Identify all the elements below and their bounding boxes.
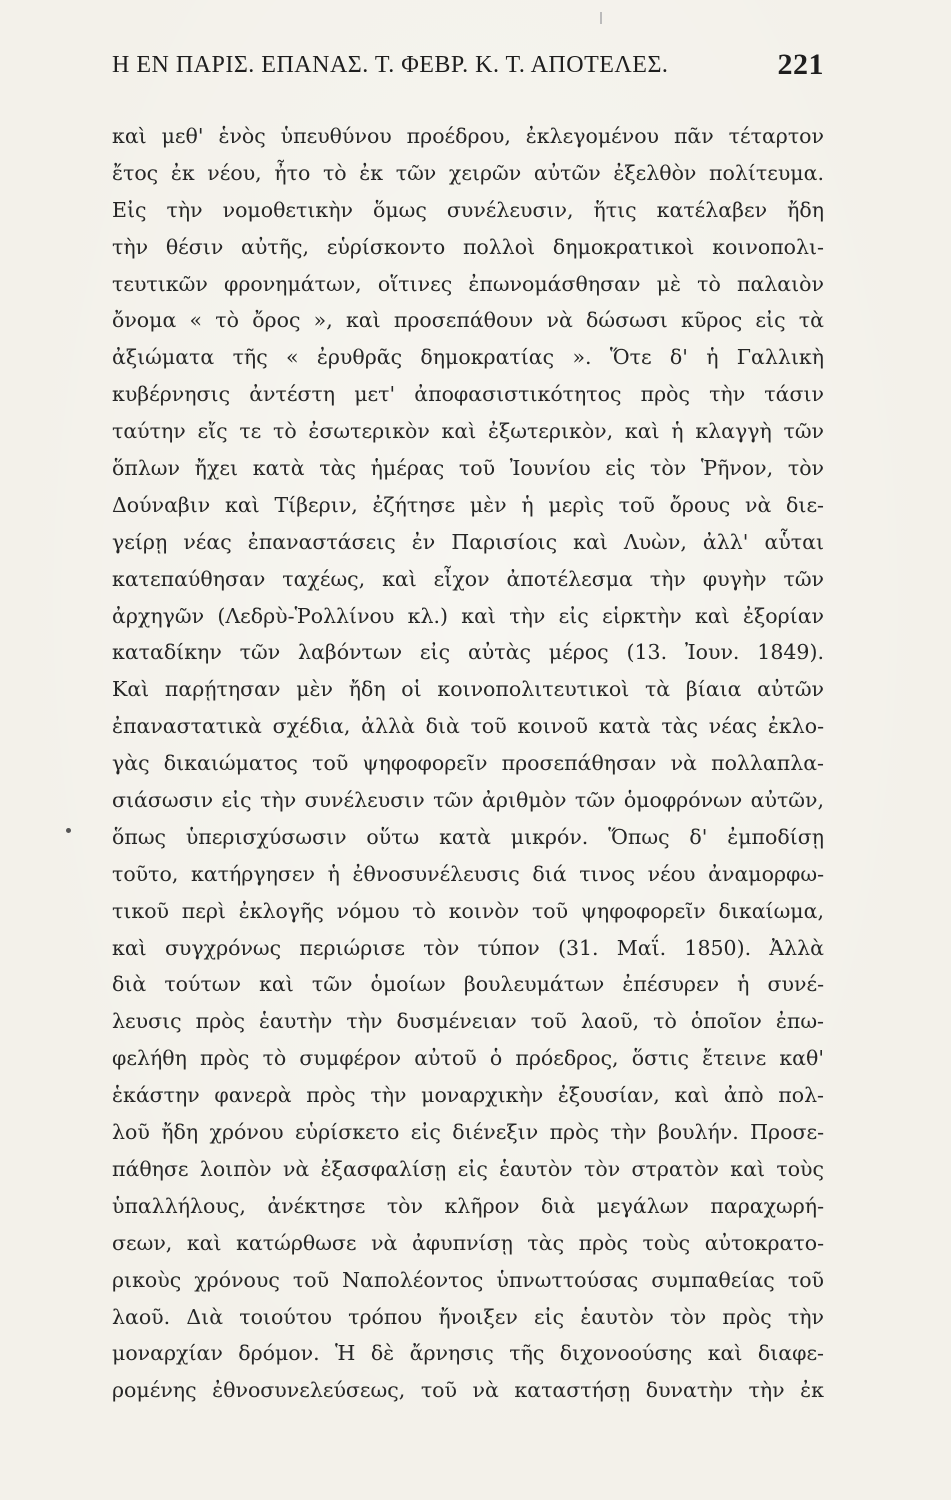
text-line: κατεπαύθησαν ταχέως, καὶ εἶχον ἀποτέλεσμα τὴν φυγὴν τῶν xyxy=(112,566,824,591)
body-text xyxy=(112,118,824,1409)
text-line: λοῦ ἤδη χρόνου εὑρίσκετο εἰς διένεξιν πρὸς τὴν βουλήν. Προσε- xyxy=(112,1120,824,1145)
text-line: λευσις πρὸς ἑαυτὴν τὴν δυσμένειαν τοῦ λαοῦ, τὸ ὁποῖον ἐπω- xyxy=(112,1009,824,1034)
text-line: ἐπαναστατικὰ σχέδια, ἀλλὰ διὰ τοῦ κοινοῦ κατὰ τὰς νέας ἐκλο- xyxy=(112,714,824,739)
text-line: τευτικῶν φρονημάτων, οἵτινες ἐπωνομάσθησαν μὲ τὸ παλαιὸν xyxy=(112,271,824,296)
text-line: φελήθη πρὸς τὸ συμφέρον αὐτοῦ ὁ πρόεδρος, ὅστις ἔτεινε καθ' xyxy=(112,1046,824,1071)
text-line: σιάσωσιν εἰς τὴν συνέλευσιν τῶν ἀριθμὸν τῶν ὁμοφρόνων αὐτῶν, xyxy=(112,788,824,813)
text-line: κυβέρνησις ἀντέστη μετ' ἀποφασιστικότητος πρὸς τὴν τάσιν xyxy=(112,382,824,407)
text-line: καὶ μεθ' ἑνὸς ὑπευθύνου προέδρου, ἐκλεγομένου πᾶν τέταρτον xyxy=(112,124,824,148)
text-line: τικοῦ περὶ ἐκλογῆς νόμου τὸ κοινὸν τοῦ ψηφοφορεῖν δικαίωμα, xyxy=(112,898,824,923)
print-mark xyxy=(600,12,602,24)
text-line: σεων, καὶ κατώρθωσε νὰ ἀφυπνίσῃ τὰς πρὸς τοὺς αὐτοκρατο- xyxy=(112,1230,824,1255)
text-line: ρομένης ἐθνοσυνελεύσεως, τοῦ νὰ καταστήσῃ δυνατὴν τὴν ἐκ xyxy=(112,1378,824,1403)
text-line: ὄνομα « τὸ ὄρος », καὶ προσεπάθουν νὰ δώσωσι κῦρος εἰς τὰ xyxy=(112,308,824,333)
page-number: 221 xyxy=(777,48,824,81)
text-line: μοναρχίαν δρόμον. Ἡ δὲ ἄρνησις τῆς διχονοούσης καὶ διαφε- xyxy=(112,1341,824,1366)
text-line: ὑπαλλήλους, ἀνέκτησε τὸν κλῆρον διὰ μεγάλων παραχωρή- xyxy=(112,1193,824,1218)
text-line: Δούναβιν καὶ Τίβεριν, ἐζήτησε μὲν ἡ μερὶς τοῦ ὄρους νὰ διε- xyxy=(112,492,824,517)
text-line: τοῦτο, κατήργησεν ἡ ἐθνοσυνέλευσις διά τινος νέου ἀναμορφω- xyxy=(112,861,824,886)
text-line: λαοῦ. Διὰ τοιούτου τρόπου ἤνοιξεν εἰς ἑαυτὸν τὸν πρὸς τὴν xyxy=(112,1304,824,1329)
text-line: ἔτος ἐκ νέου, ἦτο τὸ ἐκ τῶν χειρῶν αὐτῶν ἐξελθὸν πολίτευμα. xyxy=(112,160,824,185)
text-line: Καὶ παρῄτησαν μὲν ἤδη οἱ κοινοπολιτευτικοὶ τὰ βίαια αὐτῶν xyxy=(112,677,824,702)
margin-dot xyxy=(66,828,71,833)
text-line: ὅπως ὑπερισχύσωσιν οὕτω κατὰ μικρόν. Ὅπως δ' ἐμποδίσῃ xyxy=(112,824,824,849)
text-line: ἑκάστην φανερὰ πρὸς τὴν μοναρχικὴν ἐξουσίαν, καὶ ἀπὸ πολ- xyxy=(112,1083,824,1108)
text-line: ρικοὺς χρόνους τοῦ Ναπολέοντος ὑπνωττούσας συμπαθείας τοῦ xyxy=(112,1267,824,1292)
text-line: ὅπλων ἤχει κατὰ τὰς ἡμέρας τοῦ Ἰουνίου εἰς τὸν Ῥῆνον, τὸν xyxy=(112,456,824,481)
text-line: διὰ τούτων καὶ τῶν ὁμοίων βουλευμάτων ἐπέσυρεν ἡ συνέ- xyxy=(112,972,824,997)
running-title: Η ΕΝ ΠΑΡΙΣ. ΕΠΑΝΑΣ. Τ. ΦΕΒΡ. Κ. Τ. ΑΠΟΤΕΛΕΣ. xyxy=(112,52,669,78)
text-line: καταδίκην τῶν λαβόντων εἰς αὐτὰς μέρος (13. Ἰουν. 1849). xyxy=(112,640,824,665)
text-line: γὰς δικαιώματος τοῦ ψηφοφορεῖν προσεπάθησαν νὰ πολλαπλα- xyxy=(112,751,824,776)
running-header xyxy=(112,48,824,92)
text-line: ἀρχηγῶν (Λεδρὺ-Ῥολλίνου κλ.) καὶ τὴν εἰς εἱρκτὴν καὶ ἐξορίαν xyxy=(112,603,824,628)
text-line: πάθησε λοιπὸν νὰ ἐξασφαλίσῃ εἰς ἑαυτὸν τὸν στρατὸν καὶ τοὺς xyxy=(112,1156,824,1181)
text-line: ταύτην εἴς τε τὸ ἐσωτερικὸν καὶ ἐξωτερικὸν, καὶ ἡ κλαγγὴ τῶν xyxy=(112,419,824,444)
text-line: τὴν θέσιν αὐτῆς, εὑρίσκοντο πολλοὶ δημοκρατικοὶ κοινοπολι- xyxy=(112,234,824,259)
text-line: γείρῃ νέας ἐπαναστάσεις ἐν Παρισίοις καὶ Λυὼν, ἀλλ' αὗται xyxy=(112,529,824,554)
text-line: καὶ συγχρόνως περιώρισε τὸν τύπον (31. Μαΐ. 1850). Ἀλλὰ xyxy=(112,935,824,960)
text-line: ἀξιώματα τῆς « ἐρυθρᾶς δημοκρατίας ». Ὅτε δ' ἡ Γαλλικὴ xyxy=(112,345,824,370)
text-line: Εἰς τὴν νομοθετικὴν ὅμως συνέλευσιν, ἥτις κατέλαβεν ἤδη xyxy=(112,197,824,222)
